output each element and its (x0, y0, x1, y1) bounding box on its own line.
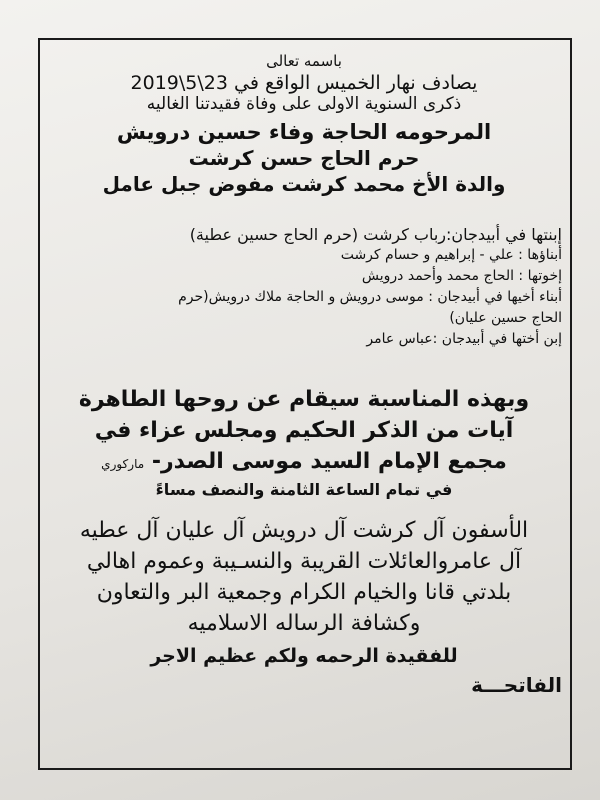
family-line: إخوتها : الحاج محمد وأحمد درويش (361, 268, 562, 284)
family-line: الحاج حسين عليان) (449, 310, 562, 326)
family-line: إبنتها في أبيدجان:رباب كرشت (حرم الحاج حسين عطية) (189, 225, 562, 244)
condolence-line: بلدتي قانا والخيام الكرام وجمعية البر والتعاون (96, 580, 512, 605)
obituary-document (38, 44, 570, 770)
condolence-line: الأسفون آل كرشت آل درويش آل عليان آل عطيه (79, 518, 529, 543)
announcement-line-1: وبهذه المناسبة سيقام عن روحها الطاهرة (78, 387, 530, 412)
fatiha-line: الفاتحـــة (471, 673, 562, 697)
condolence-line: آل عامروالعائلات القريبة والنسـيبة وعموم اهالي (86, 549, 522, 574)
family-line: أبناء أخيها في أبيدجان : موسى درويش و الحاجة ملاك درويش(حرم (178, 289, 562, 305)
venue-name: مجمع الإمام السيد موسى الصدر- (151, 449, 507, 474)
anniversary-line: ذكرى السنوية الاولى على وفاة فقيدتنا الغاليه (146, 94, 462, 114)
closing-line: للفقيدة الرحمه ولكم عظيم الاجر (150, 645, 458, 667)
family-line: أبناؤها : علي - إبراهيم و حسام كرشت (340, 247, 562, 263)
invocation: باسمه تعالى (266, 52, 342, 70)
condolence-line: وكشافة الرساله الاسلاميه (187, 611, 421, 636)
date-line: يصادف نهار الخميس الواقع في 23\5\2019 (130, 72, 478, 94)
time-line: في تمام الساعة الثامنة والنصف مساءً (155, 480, 453, 499)
mother-of-line: والدة الأخ محمد كرشت مفوض جبل عامل (102, 172, 506, 196)
wife-of-line: حرم الحاج حسن كرشت (188, 146, 420, 170)
announcement-line-2: آيات من الذكر الحكيم ومجلس عزاء في (94, 418, 514, 443)
family-line: إبن أختها في أبيدجان :عباس عامر (366, 331, 562, 347)
announcement-line-3 (46, 446, 562, 480)
venue-place: ماركوري (101, 457, 145, 471)
deceased-name: المرحومه الحاجة وفاء حسين درويش (116, 120, 492, 144)
